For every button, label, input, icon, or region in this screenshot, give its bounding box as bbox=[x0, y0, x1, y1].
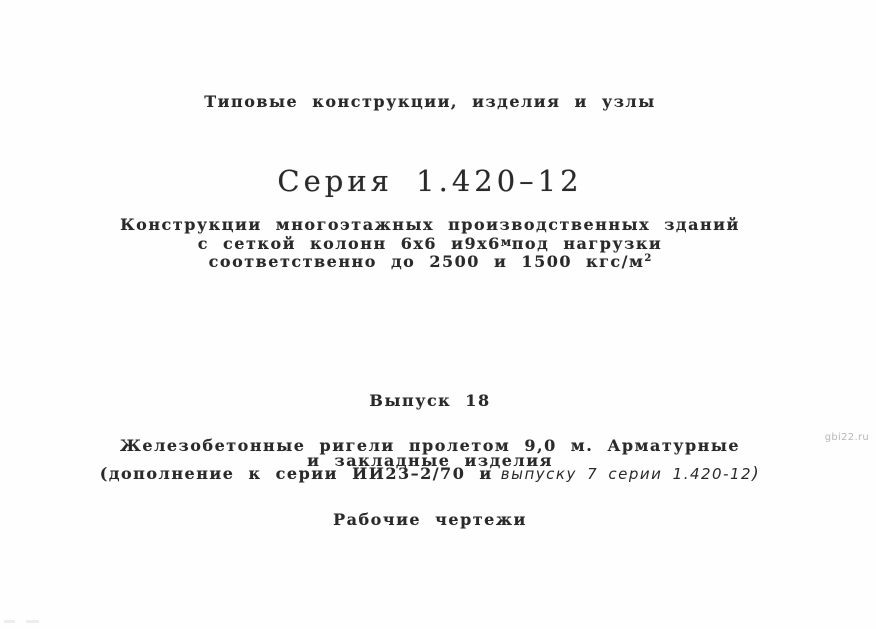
scan-artifact-dash bbox=[26, 620, 39, 623]
supplement-note-closing-paren: ) bbox=[752, 464, 761, 484]
document-category-heading: Типовые конструкции, изделия и узлы bbox=[204, 92, 656, 111]
subtitle-line-2 bbox=[0, 234, 860, 253]
site-watermark: gbi22.ru bbox=[824, 432, 869, 443]
subtitle-line-2-text: с сеткой колонн 6х6 и9х6 bbox=[197, 234, 501, 253]
document-type-label: Рабочие чертежи bbox=[333, 510, 527, 529]
main-title-line-3 bbox=[0, 464, 860, 484]
supplement-note-prefix: (дополнение к серии ИИ23–2/70 и bbox=[99, 464, 493, 483]
main-title-line-2: и закладные изделия bbox=[307, 451, 553, 470]
subtitle-line-1: Конструкции многоэтажных производственных зданий bbox=[120, 215, 740, 234]
supplement-note-inserted: выпуску 7 серии 1.420-12 bbox=[500, 465, 753, 483]
scan-artifact-dash bbox=[4, 620, 15, 623]
main-title-line-1: Железобетонные ригели пролетом 9,0 м. Арматурные bbox=[119, 436, 741, 455]
series-title: Серия 1.420–12 bbox=[277, 164, 583, 198]
superscript-2: 2 bbox=[644, 253, 652, 264]
issue-number: Выпуск 18 bbox=[369, 391, 491, 410]
subtitle-line-3 bbox=[0, 252, 860, 271]
subtitle-line-2-text-cont: под нагрузки bbox=[511, 234, 663, 253]
meters-unit-label: м bbox=[500, 235, 512, 249]
load-values-text: соответственно до 2500 и 1500 кгс/м bbox=[208, 252, 645, 271]
